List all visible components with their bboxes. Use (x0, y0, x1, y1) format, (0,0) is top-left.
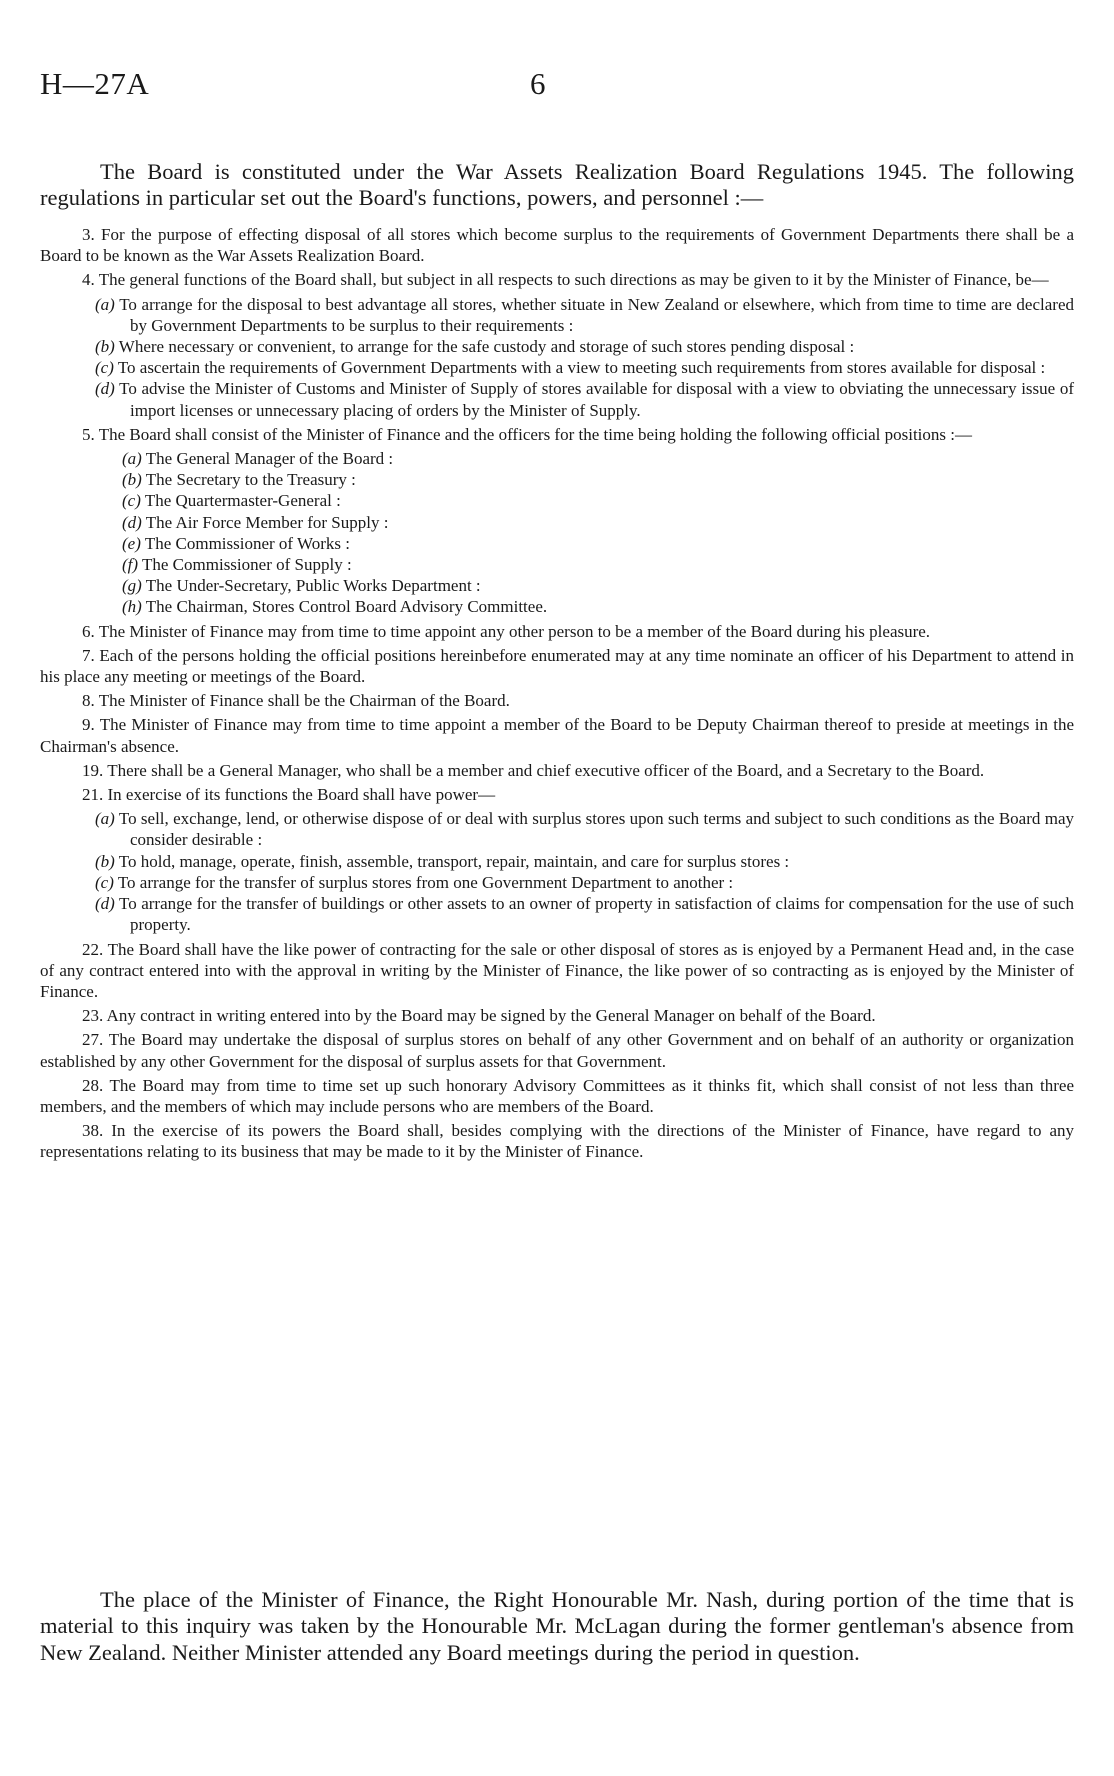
regulation-21-item: (a) To sell, exchange, lend, or otherwise dispose of or deal with surplus stores upon such terms and subject to such conditions as the Board may consider desirable : (95, 809, 1074, 850)
page-header (40, 66, 1074, 106)
regulation-21-item: (c) To arrange for the transfer of surplus stores from one Government Department to another : (95, 872, 734, 892)
regulation-6: 6. The Minister of Finance may from time to time appoint any other person to be a member of the Board during his pleasure. (82, 621, 931, 641)
regulation-28: 28. The Board may from time to time set up such honorary Advisory Committees as it thinks fit, which shall consist of not less than three members, and the members of which may include persons who are members of the Board. (40, 1075, 1074, 1116)
regulation-5-item: (f) The Commissioner of Supply : (122, 555, 352, 575)
regulation-5-item: (e) The Commissioner of Works : (122, 533, 350, 553)
regulation-9: 9. The Minister of Finance may from time to time appoint a member of the Board to be Deputy Chairman thereof to preside at meetings in the Chairman's absence. (40, 715, 1074, 756)
regulation-8: 8. The Minister of Finance shall be the Chairman of the Board. (82, 691, 510, 711)
regulation-21-item: (b) To hold, manage, operate, finish, assemble, transport, repair, maintain, and care for surplus stores : (95, 851, 790, 871)
regulation-22: 22. The Board shall have the like power of contracting for the sale or other disposal of stores as is enjoyed by a Permanent Head and, in the case of any contract entered into with the approval in writing by the Minister of Finance, the like power of so contracting as is enjoyed by the Minister of Finance. (40, 939, 1074, 1001)
regulation-38: 38. In the exercise of its powers the Board shall, besides complying with the directions of the Minister of Finance, have regard to any representations relating to its business that may be made to it by the Minister of Finance. (40, 1121, 1074, 1162)
page-number: 6 (530, 66, 546, 101)
document-code: H—27A (40, 66, 150, 101)
regulation-5-item: (d) The Air Force Member for Supply : (122, 512, 389, 532)
regulation-3: 3. For the purpose of effecting disposal of all stores which become surplus to the requirements of Government Departments there shall be a Board to be known as the War Assets Realization Board. (40, 225, 1074, 266)
regulation-4-item: (c) To ascertain the requirements of Government Departments with a view to meeting such requirements from stores available for disposal : (95, 358, 1046, 378)
regulation-5-item: (g) The Under-Secretary, Public Works Department : (122, 576, 481, 596)
regulations-block (40, 224, 1074, 1166)
regulation-5: 5. The Board shall consist of the Minister of Finance and the officers for the time being holding the following official positions :— (82, 424, 972, 444)
regulation-5-item: (a) The General Manager of the Board : (122, 449, 394, 469)
regulation-5-item: (h) The Chairman, Stores Control Board Advisory Committee. (122, 597, 548, 617)
regulation-27: 27. The Board may undertake the disposal of surplus stores on behalf of any other Government and on behalf of an authority or organization established by any other Government for the disposal of surplus assets for that Government. (40, 1030, 1074, 1071)
regulation-19: 19. There shall be a General Manager, who shall be a member and chief executive officer of the Board, and a Secretary to the Board. (82, 760, 985, 780)
regulation-4-item: (a) To arrange for the disposal to best advantage all stores, whether situate in New Zealand or elsewhere, which from time to time are declared by Government Departments to be surplus to their requirements : (95, 294, 1074, 335)
intro-paragraph: The Board is constituted under the War Assets Realization Board Regulations 1945. The following regulations in particular set out the Board's functions, powers, and personnel :— (40, 158, 1074, 210)
regulation-21: 21. In exercise of its functions the Board shall have power— (82, 785, 496, 805)
regulation-4-item: (d) To advise the Minister of Customs and Minister of Supply of stores available for disposal with a view to obviating the unnecessary issue of import licenses or unnecessary placing of orders by the Minister of Supply. (95, 379, 1074, 420)
regulation-4-item: (b) Where necessary or convenient, to arrange for the safe custody and storage of such stores pending disposal : (95, 337, 855, 357)
regulation-5-item: (b) The Secretary to the Treasury : (122, 470, 356, 490)
regulation-5-item: (c) The Quartermaster-General : (122, 491, 341, 511)
regulation-4: 4. The general functions of the Board shall, but subject in all respects to such directions as may be given to it by the Minister of Finance, be— (82, 270, 1049, 290)
regulation-21-item: (d) To arrange for the transfer of buildings or other assets to an owner of property in satisfaction of claims for compensation for the use of such property. (95, 894, 1074, 935)
regulation-23: 23. Any contract in writing entered into by the Board may be signed by the General Manager on behalf of the Board. (82, 1006, 876, 1026)
regulation-7: 7. Each of the persons holding the official positions hereinbefore enumerated may at any time nominate an officer of his Department to attend in his place any meeting or meetings of the Board. (40, 645, 1074, 687)
closing-paragraph: The place of the Minister of Finance, the Right Honourable Mr. Nash, during portion of the time that is material to this inquiry was taken by the Honourable Mr. McLagan during the former gentleman's absence from New Zealand. Neither Minister attended any Board meetings during the period in question. (40, 1586, 1074, 1665)
